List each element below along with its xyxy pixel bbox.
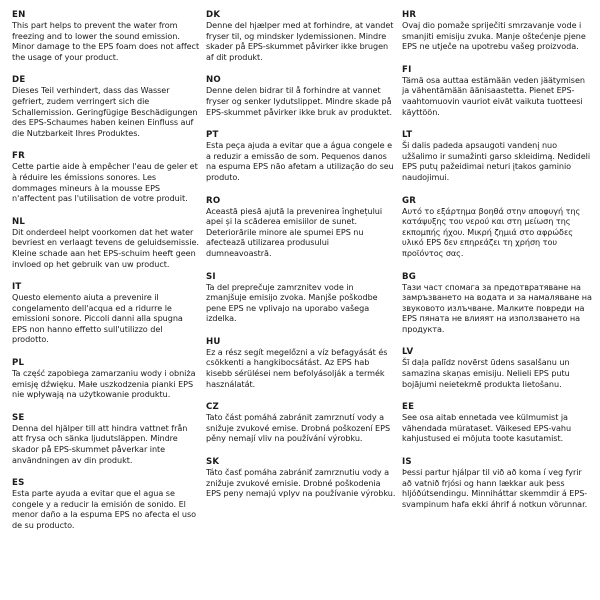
language-block-sk	[206, 457, 396, 499]
language-text: Táto časť pomáha zabrániť zamrznutiu vody a znižuje zvukové emisie. Drobné poškodenia EPS peny nemajú vplyv na používanie výrobku.	[206, 467, 396, 499]
language-text: Ta del preprečuje zamrznitev vode in zmanjšuje emisijo zvoka. Manjše poškodbe pene EPS ne vplivajo na uporabo vašega izdelka.	[206, 281, 378, 324]
language-text: Tato část pomáhá zabránit zamrznutí vody a snižuje zvukové emise. Drobná poškození EPS pěny nemají vliv na používání výrobku.	[206, 412, 391, 444]
column-right	[402, 10, 592, 509]
language-block-pt	[206, 130, 396, 182]
language-text: This part helps to prevent the water from freezing and to lower the sound emission. Minor damage to the EPS foam does not affect the usage of your product.	[12, 20, 200, 62]
language-text: Þessi partur hjálpar til við að koma í veg fyrir að vatnið frjósi og hann lækkar auk þess hljóðútsendingu. Minniháttar skemmdir á EPS-svampinum hafa ekki áhrif á notkun vörunnar.	[402, 467, 588, 509]
language-text: See osa aitab ennetada vee külmumist ja vähendada mürataset. Väikesed EPS-vahu kahjustused ei mõjuta toote kasutamist.	[402, 412, 572, 444]
language-block-gr	[402, 196, 592, 259]
language-text: Dit onderdeel helpt voorkomen dat het water bevriest en verlaagt tevens de geluidsemissie. Kleine schade aan het EPS-schuim heeft geen invloed op het gebruik van uw product.	[12, 226, 199, 269]
language-code: RO	[206, 195, 221, 206]
language-code: SI	[206, 271, 216, 282]
language-block-en	[12, 10, 200, 62]
language-text: Dieses Teil verhindert, dass das Wasser gefriert, zudem verringert sich die Schallemission. Geringfügige Beschädigungen des EPS-Schaumes haben keinen Einfluss auf die Nutzbarkeit Ihres Produktes.	[12, 85, 198, 138]
language-block-hu	[206, 337, 396, 389]
language-code: EN	[12, 10, 26, 20]
language-code: ES	[12, 478, 25, 489]
language-block-is	[402, 457, 592, 509]
language-block-lv	[402, 347, 592, 389]
language-block-it	[12, 282, 200, 345]
language-block-de	[12, 75, 200, 138]
language-text: Ez a rész segít megelőzni a víz befagyását és csökkenti a hangkibocsátást. Az EPS hab kisebb sérülései nem befolyásolják a termék használatát.	[206, 346, 388, 389]
language-code: IS	[402, 457, 412, 468]
language-code: HR	[402, 10, 417, 20]
language-code: LT	[402, 130, 413, 141]
language-block-se	[12, 413, 200, 465]
language-text: Denna del hjälper till att hindra vattnet från att frysa och sänka ljudutsläppen. Mindre skador på EPS-skummet påverkar inte användningen av din produkt.	[12, 422, 188, 465]
language-code: PT	[206, 130, 219, 141]
language-text: Ši dalis padeda apsaugoti vandenį nuo užšalimo ir sumažinti garso skleidimą. Nedideli EPS putų pažeidimai neturi įtakos gaminio naudojimui.	[402, 140, 591, 182]
language-block-fi	[402, 65, 592, 117]
language-code: FR	[12, 151, 25, 162]
language-code: DK	[206, 10, 221, 20]
language-text: Šī daļa palīdz novērst ūdens sasalšanu un samazina skaņas emisiju. Nelieli EPS putu bojājumi neietekmē produkta lietošanu.	[402, 357, 570, 389]
language-text: Αυτό το εξάρτημα βοηθά στην αποφυγή της κατάψυξης του νερού και στη μείωση της εκπομπής ήχου. Μικρή ζημιά στο αφρώδες υλικό EPS δεν επηρεάζει τη χρήση του προϊόντος σας.	[402, 205, 581, 258]
language-text: Denne del hjælper med at forhindre, at vandet fryser til, og mindsker lydemissionen. Mindre skader på EPS-skummet påvirker ikke brugen af dit produkt.	[206, 20, 394, 62]
language-text: Această piesă ajută la prevenirea înghețului apei și la scăderea emisiilor de sunet. Deteriorările minore ale spumei EPS nu afectează utilizarea produsului dumneavoastră.	[206, 205, 383, 258]
language-code: GR	[402, 195, 417, 206]
language-code: PL	[12, 358, 25, 369]
language-block-ro	[206, 196, 396, 259]
language-block-pl	[12, 358, 200, 400]
language-text: Ta część zapobiega zamarzaniu wody i obniża emisję dźwięku. Małe uszkodzenia pianki EPS nie wpływają na użytkowanie produktu.	[12, 368, 196, 400]
language-block-si	[206, 272, 396, 324]
language-code: FI	[402, 64, 412, 75]
language-code: EE	[402, 402, 415, 413]
language-block-es	[12, 478, 200, 530]
language-block-hr	[402, 10, 592, 52]
language-text: Esta parte ayuda a evitar que el agua se congele y a reducir la emisión de sonido. El menor daño a la espuma EPS no afecta el uso de su producto.	[12, 488, 197, 530]
language-code: SE	[12, 412, 25, 423]
language-block-ee	[402, 402, 592, 444]
column-middle	[206, 10, 396, 499]
language-code: BG	[402, 271, 417, 282]
language-block-fr	[12, 151, 200, 203]
language-text: Denne delen bidrar til å forhindre at vannet fryser og senker lydutslippet. Mindre skade på EPS-skummet påvirker ikke bruk av produktet.	[206, 85, 393, 117]
language-block-nl	[12, 217, 200, 269]
language-code: HU	[206, 336, 221, 347]
language-text: Ovaj dio pomaže spriječiti smrzavanje vode i smanjiti emisiju zvuka. Manje oštećenje pjene EPS ne utječe na upotrebu vašeg proizvoda.	[402, 20, 586, 52]
language-code: DE	[12, 75, 26, 86]
language-text: Тази част спомага за предотвратяване на замръзването на водата и за намаляване на звуковото излъчване. Малките повреди на EPS пяната не влияят на използването на продукта.	[402, 281, 592, 334]
language-block-no	[206, 75, 396, 117]
language-code: CZ	[206, 402, 219, 413]
language-block-cz	[206, 402, 396, 444]
language-text: Cette partie aide à empêcher l'eau de geler et à réduire les émissions sonores. Les dommages mineurs à la mousse EPS n'affectent pas l'utilisation de votre produit.	[12, 161, 198, 204]
language-text: Tämä osa auttaa estämään veden jäätymisen ja vähentämään äänisaastetta. Pienet EPS-vaahtomuovin vauriot eivät vaikuta tuotteesi käyttöön.	[402, 74, 585, 117]
language-code: LV	[402, 347, 414, 358]
language-block-bg	[402, 272, 592, 335]
language-code: SK	[206, 457, 220, 468]
language-text: Questo elemento aiuta a prevenire il congelamento dell'acqua ed a ridurre le emissioni sonore. Piccoli danni alla spugna EPS non hanno effetto sull'utilizzo del prodotto.	[12, 292, 183, 345]
language-code: IT	[12, 282, 22, 293]
language-block-dk	[206, 10, 396, 62]
language-code: NL	[12, 216, 26, 227]
language-text: Esta peça ajuda a evitar que a água congele e a reduzir a emissão de som. Pequenos danos na espuma EPS não afetam a utilização do seu produto.	[206, 140, 394, 182]
column-left	[12, 10, 200, 531]
language-block-lt	[402, 130, 592, 182]
language-code: NO	[206, 75, 221, 86]
